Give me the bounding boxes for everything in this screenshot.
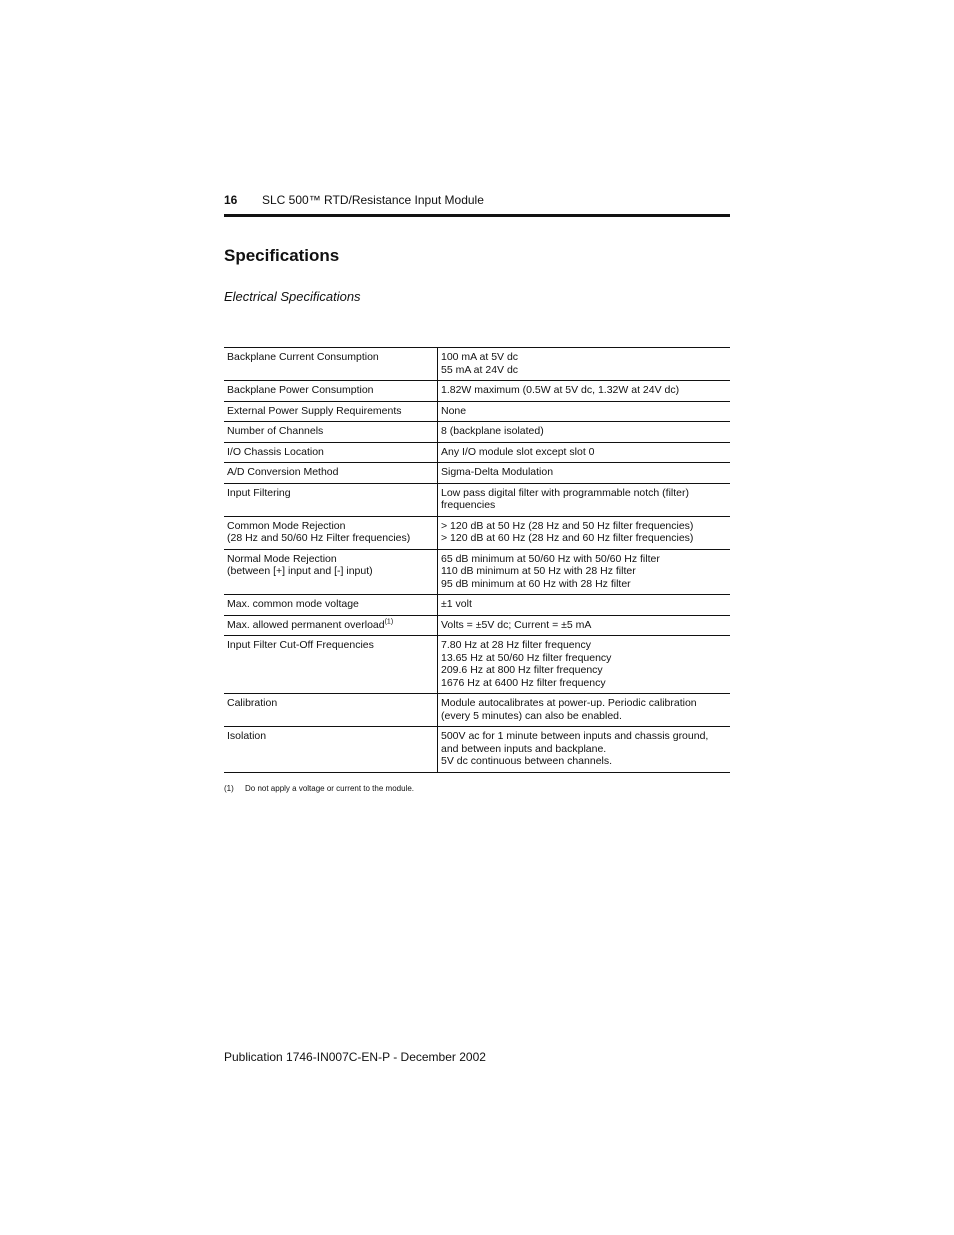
electrical-specifications-table [224,347,730,773]
table-row [224,516,730,549]
page-header [224,192,730,208]
spec-value [438,348,731,381]
spec-parameter-line: External Power Supply Requirements [227,404,402,417]
spec-value-line: 8 (backplane isolated) [441,425,544,437]
table-row [224,483,730,516]
table-row [224,727,730,773]
header-rule [224,214,730,217]
table-row [224,694,730,727]
spec-parameter [224,422,438,443]
spec-value-line: > 120 dB at 50 Hz (28 Hz and 50 Hz filter frequencies) [441,519,694,532]
table-row [224,422,730,443]
spec-parameter [224,516,438,549]
spec-value [438,694,731,727]
spec-value [438,636,731,694]
spec-parameter-line: Max. common mode voltage [227,598,359,610]
spec-value [438,401,731,422]
table-row [224,615,730,636]
spec-value-line: 100 mA at 5V dc [441,351,519,363]
spec-parameter-line: Input Filtering [227,486,291,499]
spec-parameter-line: (28 Hz and 50/60 Hz Filter frequencies) [227,532,411,544]
spec-parameter [224,348,438,381]
spec-parameter [224,595,438,616]
spec-parameter-line: Backplane Current Consumption [227,351,379,363]
spec-parameter [224,401,438,422]
spec-parameter-line: A/D Conversion Method [227,466,339,478]
spec-value [438,549,731,595]
table-row [224,401,730,422]
publication-footer: Publication 1746-IN007C-EN-P - December 2002 [224,1050,486,1064]
spec-parameter [224,727,438,773]
spec-value-line: 13.65 Hz at 50/60 Hz filter frequency [441,651,612,664]
table-row [224,549,730,595]
spec-parameter-line: Number of Channels [227,425,324,437]
spec-parameter-line: Isolation [227,730,267,742]
spec-value-line: 1676 Hz at 6400 Hz filter frequency [441,676,606,689]
spec-value [438,727,731,773]
spec-parameter-line: Calibration [227,697,278,709]
footnote [224,784,414,793]
table-row [224,463,730,484]
table-row [224,348,730,381]
table-row [224,595,730,616]
spec-value-line: Low pass digital filter with programmable notch (filter) frequencies [441,486,690,511]
table-row [224,381,730,402]
spec-value-line: > 120 dB at 60 Hz (28 Hz and 60 Hz filter frequencies) [441,532,694,544]
page-number: 16 [224,193,238,207]
spec-value-line: 209.6 Hz at 800 Hz filter frequency [441,664,603,676]
spec-value [438,463,731,484]
spec-parameter [224,549,438,595]
spec-parameter [224,636,438,694]
spec-value [438,381,731,402]
spec-parameter-line: Input Filter Cut-Off Frequencies [227,639,374,651]
spec-value-line: None [441,404,467,417]
spec-value-line: Any I/O module slot except slot 0 [441,445,595,458]
spec-value [438,516,731,549]
spec-value-line: Sigma-Delta Modulation [441,466,554,478]
spec-parameter-line: Common Mode Rejection [227,519,346,532]
spec-value-line: ±1 volt [441,598,472,610]
spec-value [438,615,731,636]
table-row [224,442,730,463]
document-title: SLC 500™ RTD/Resistance Input Module [262,193,484,207]
spec-value-line: 500V ac for 1 minute between inputs and chassis ground, and between inputs and backplane. [441,730,709,755]
spec-parameter [224,483,438,516]
spec-value [438,595,731,616]
footnote-reference: (1) [384,618,394,625]
spec-parameter-line: Backplane Power Consumption [227,384,374,396]
footnote-text: Do not apply a voltage or current to the module. [245,784,414,793]
spec-parameter [224,694,438,727]
spec-value-line: 55 mA at 24V dc [441,363,519,376]
spec-parameter-line: Normal Mode Rejection [227,552,337,565]
spec-parameter [224,463,438,484]
spec-parameter-line: (between [+] input and [-] input) [227,565,373,577]
table-caption: Electrical Specifications [224,289,361,304]
spec-value-line: 7.80 Hz at 28 Hz filter frequency [441,639,591,651]
table-row [224,636,730,694]
spec-table-body [224,348,730,773]
spec-value [438,422,731,443]
spec-value-line: 1.82W maximum (0.5W at 5V dc, 1.32W at 24V dc) [441,384,680,396]
spec-parameter-line: I/O Chassis Location [227,445,324,458]
spec-parameter [224,442,438,463]
spec-value-line: 5V dc continuous between channels. [441,755,613,767]
footnote-marker: (1) [224,784,234,793]
section-title: Specifications [224,246,340,265]
spec-value [438,483,731,516]
spec-value-line: Volts = ±5V dc; Current = ±5 mA [441,618,592,631]
spec-value [438,442,731,463]
spec-parameter-line: Max. allowed permanent overload [227,618,385,631]
spec-value-line: Module autocalibrates at power-up. Periodic calibration (every 5 minutes) can also be enabled. [441,697,697,722]
spec-value-line: 65 dB minimum at 50/60 Hz with 50/60 Hz filter [441,552,660,565]
spec-value-line: 110 dB minimum at 50 Hz with 28 Hz filter [441,565,636,577]
spec-parameter [224,381,438,402]
spec-parameter [224,615,438,636]
spec-value-line: 95 dB minimum at 60 Hz with 28 Hz filter [441,577,631,590]
